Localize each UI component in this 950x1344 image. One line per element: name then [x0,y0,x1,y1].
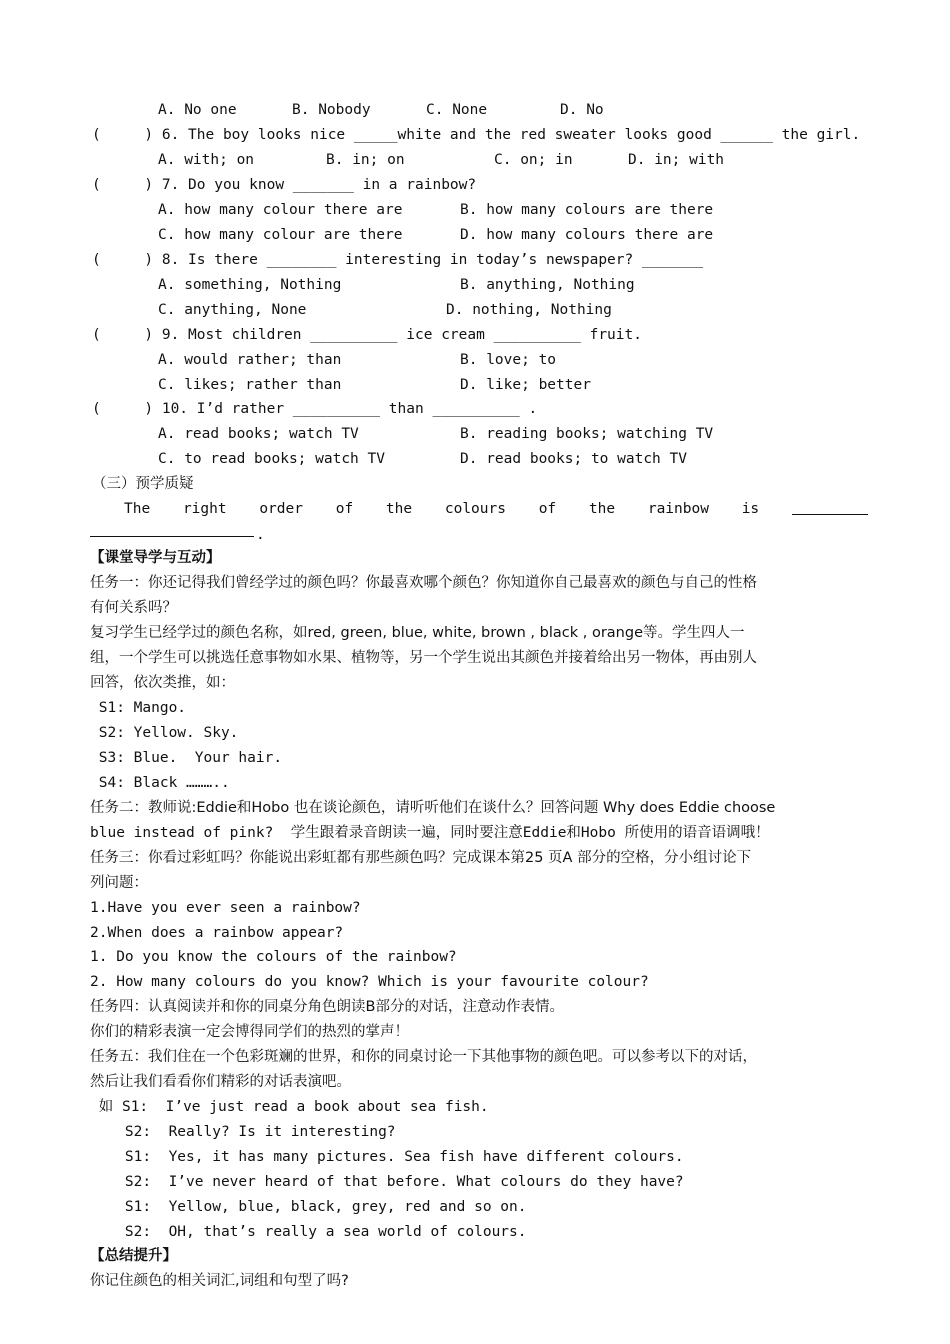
q6-option-c: C. on; in [494,152,573,168]
rainbow-word: is [741,501,760,517]
q7-option-a: A. how many colour there are [158,202,403,218]
q9-stem: ( ) 9. Most children __________ ice cream __________ fruit. [92,327,642,343]
task3-question: 2.When does a rainbow appear? [90,925,344,941]
q10-option-b: B. reading books; watching TV [460,426,714,442]
q10-stem: ( ) 10. I’d rather __________ than __________ . [92,401,538,417]
dialog-line: S1: Mango. [90,700,187,716]
answer-blank-line [90,536,254,537]
q6-option-a: A. with; on [158,152,255,168]
q10-option-c: C. to read books; watch TV [158,451,385,467]
rainbow-word: of [335,501,354,517]
task1-line: 回答，依次类推，如： [90,675,235,691]
rainbow-word: rainbow [647,501,709,517]
rainbow-word: of [538,501,557,517]
q6-stem: ( ) 6. The boy looks nice _____white and the red sweater looks good ______ the girl. [92,127,861,143]
q7-option-c: C. how many colour are there [158,227,403,243]
q7-option-b: B. how many colours are there [460,202,714,218]
q6-option-b: B. in; on [326,152,405,168]
dialog-line: S2: I’ve never heard of that before. What colours do they have? [90,1174,684,1190]
q9-option-c: C. likes; rather than [158,377,342,393]
q7-stem: ( ) 7. Do you know _______ in a rainbow? [92,177,477,193]
dialog-line: S4: Black ……….. [90,775,230,791]
task5-line: 然后让我们看看你们精彩的对话表演吧。 [90,1074,351,1090]
dialog-line: S2: OH, that’s really a sea world of colours. [90,1224,527,1240]
task3-line: 任务三：你看过彩虹吗？你能说出彩虹都有那些颜色吗？完成课本第25 页A 部分的空格，分小组讨论下 [90,850,752,866]
q9-option-a: A. would rather; than [158,352,342,368]
task3-question: 1.Have you ever seen a rainbow? [90,900,361,916]
q5-option-c: C. None [426,102,488,118]
rainbow-word: The [124,501,151,517]
q9-option-d: D. like; better [460,377,591,393]
q5-option-d: D. No [560,102,604,118]
task5-line: 任务五：我们住在一个色彩斑斓的世界，和你的同桌讨论一下其他事物的颜色吧。可以参考以下的对话， [90,1049,757,1065]
task3-line: 列问题： [90,875,148,891]
q10-option-a: A. read books; watch TV [158,426,359,442]
rainbow-question [124,500,868,518]
task4-line: 你们的精彩表演一定会博得同学们的热烈的掌声！ [90,1024,409,1040]
q8-option-d: D. nothing, Nothing [446,302,612,318]
rainbow-word: colours [444,501,506,517]
q8-option-a: A. something, Nothing [158,277,342,293]
task1-line: 复习学生已经学过的颜色名称，如red, green, blue, white, brown , black , orange等。学生四人一 [90,625,745,641]
task2-line: 任务二：教师说:Eddie和Hobo 也在谈论颜色，请听听他们在谈什么？回答问题 Why does Eddie choose [90,800,776,816]
dialog-line: S3: Blue. Your hair. [90,750,283,766]
dialog-line: S2: Yellow. Sky. [90,725,239,741]
class-heading: 【课堂导学与互动】 [90,550,221,566]
summary-question: 你记住颜色的相关词汇,词组和句型了吗? [90,1273,349,1289]
rainbow-word: order [259,501,303,517]
q8-option-b: B. anything, Nothing [460,277,635,293]
q9-option-b: B. love; to [460,352,557,368]
q7-option-d: D. how many colours there are [460,227,714,243]
q10-option-d: D. read books; to watch TV [460,451,687,467]
q5-option-b: B. Nobody [292,102,371,118]
q8-option-c: C. anything, None [158,302,307,318]
task1-line: 有何关系吗？ [90,600,177,616]
section3-title: （三）预学质疑 [92,476,194,492]
task3-question: 1. Do you know the colours of the rainbow? [90,949,457,965]
task2-line: blue instead of pink? 学生跟着录音朗读一遍，同时要注意Eddie和Hobo 所使用的语音语调哦！ [90,825,770,841]
task1-line: 任务一：你还记得我们曾经学过的颜色吗？你最喜欢哪个颜色？你知道你自己最喜欢的颜色与自己的性格 [90,575,757,591]
rainbow-word: the [385,501,413,517]
dialog-line: 如 S1: I’ve just read a book about sea fish. [90,1099,489,1115]
rainbow-end: . [256,527,265,543]
q8-stem: ( ) 8. Is there ________ interesting in today’s newspaper? _______ [92,252,704,268]
summary-heading: 【总结提升】 [90,1248,177,1264]
rainbow-word: right [182,501,227,517]
answer-blank [792,500,868,515]
task1-line: 组，一个学生可以挑选任意事物如水果、植物等，另一个学生说出其颜色并接着给出另一物体，再由别人 [90,650,757,666]
task4-line: 任务四：认真阅读并和你的同桌分角色朗读B部分的对话，注意动作表情。 [90,999,564,1015]
dialog-line: S1: Yes, it has many pictures. Sea fish have different colours. [90,1149,684,1165]
dialog-line: S1: Yellow, blue, black, grey, red and so on. [90,1199,527,1215]
rainbow-word: the [588,501,616,517]
task3-question: 2. How many colours do you know? Which is your favourite colour? [90,974,649,990]
dialog-line: S2: Really? Is it interesting? [90,1124,396,1140]
q5-option-a: A. No one [158,102,237,118]
q6-option-d: D. in; with [628,152,725,168]
